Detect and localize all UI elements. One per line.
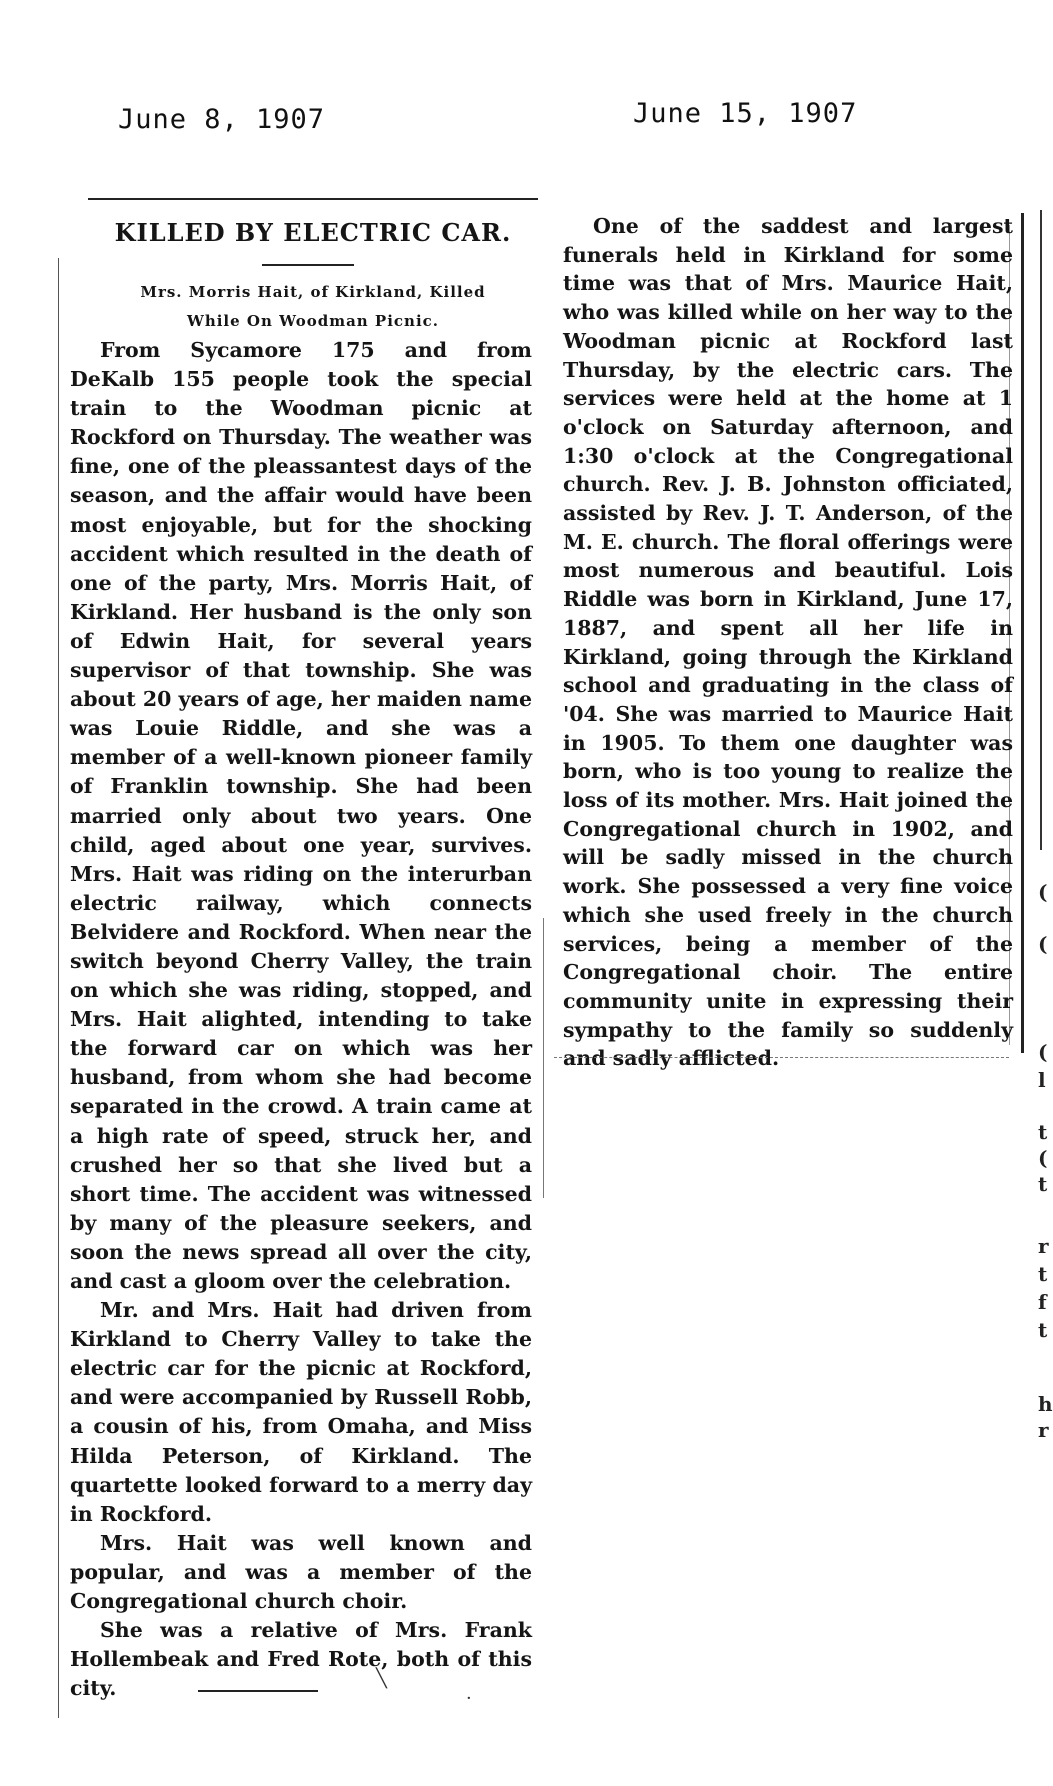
fragment-char: ( xyxy=(1038,880,1048,904)
headline-rule xyxy=(262,264,354,266)
clipping-bottom-rule xyxy=(554,1057,1009,1058)
subheadline-line-1: Mrs. Morris Hait, of Kirkland, Killed xyxy=(140,283,486,301)
fragment-char: l xyxy=(1038,1068,1046,1092)
fragment-char: t xyxy=(1038,1262,1048,1286)
article-body xyxy=(70,336,532,1703)
fragment-char: t xyxy=(1038,1172,1048,1196)
article-paragraph-2: Mr. and Mrs. Hait had driven from Kirkland to Cherry Valley to take the electric car for the picnic at Rockford, and were accompanied by Russell Robb, a cousin of his, from Omaha, and Miss Hilda Peterson, of Kirkland. The quartette looked forward to a merry day in Rockford. xyxy=(70,1298,532,1526)
clipping-top-rule xyxy=(88,198,538,200)
fragment-char: f xyxy=(1038,1290,1047,1314)
neighbouring-column-fragment xyxy=(1036,0,1053,1786)
clipping-right-rule xyxy=(1021,213,1024,1053)
fragment-char: ( xyxy=(1038,932,1048,956)
end-rule xyxy=(198,1690,318,1692)
date-june-15: June 15, 1907 xyxy=(633,98,858,129)
article-paragraph-3: Mrs. Hait was well known and popular, and was a member of the Congregational church choir. xyxy=(70,1530,532,1614)
funeral-body xyxy=(563,212,1013,1073)
fragment-char: ( xyxy=(1038,1040,1048,1064)
subheadline xyxy=(88,278,538,336)
scan-mark: ╲ xyxy=(376,1668,387,1689)
scan-dot: · xyxy=(466,1688,472,1709)
clipping-funeral-notice xyxy=(554,205,1024,1071)
subheadline-line-2: While On Woodman Picnic. xyxy=(186,312,440,330)
clipping-killed-by-electric-car xyxy=(58,198,538,1720)
funeral-paragraph: One of the saddest and largest funerals held in Kirkland for some time was that of Mrs. Maurice Hait, who was killed while on her way to the Woodman picnic at Rockford last Thursday, by the electric cars. The services were held at the home at 1 o'clock on Saturday afternoon, and 1:30 o'clock at the Congregational church. Rev. J. B. Johnston officiated, assisted by Rev. J. T. Anderson, of the M. E. church. The floral offerings were most numerous and beautiful. Lois Riddle was born in Kirkland, June 17, 1887, and spent all her life in Kirkland, going through the Kirkland school and graduating in the class of '04. She was married to Maurice Hait in 1905. To them one daughter was born, who is too young to realize the loss of its mother. Mrs. Hait joined the Congregational church in 1902, and will be sadly missed in the church work. She possessed a very fine voice which she used freely in the church services, being a member of the Congregational choir. The entire community unite in expressing their sympathy to the family so suddenly and sadly afflicted. xyxy=(563,214,1013,1071)
fragment-char: t xyxy=(1038,1120,1048,1144)
fragment-char: t xyxy=(1038,1318,1048,1342)
fragment-char: r xyxy=(1038,1418,1049,1442)
headline: KILLED BY ELECTRIC CAR. xyxy=(114,218,512,247)
article-paragraph-4: She was a relative of Mrs. Frank Hollembeak and Fred Rote, both of this city. xyxy=(70,1618,532,1701)
fragment-char: ( xyxy=(1038,1146,1048,1170)
date-june-8: June 8, 1907 xyxy=(118,104,326,135)
fragment-char: h xyxy=(1038,1392,1053,1416)
clipping-left-rule xyxy=(58,258,59,1718)
clipping-right-rule xyxy=(543,918,544,1198)
fragment-char: r xyxy=(1038,1234,1049,1258)
article-paragraph-1: From Sycamore 175 and from DeKalb 155 people took the special train to the Woodman picnic at Rockford on Thursday. The weather was fine, one of the pleassantest days of the season, and the affair would have been most enjoyable, but for the shocking accident which resulted in the death of one of the party, Mrs. Morris Hait, of Kirkland. Her husband is the only son of Edwin Hait, for several years supervisor of that township. She was about 20 years of age, her maiden name was Louie Riddle, and she was a member of a well-known pioneer family of Franklin township. She had been married only about two years. One child, aged about one year, survives. Mrs. Hait was riding on the interurban electric railway, which connects Belvidere and Rockford. When near the switch beyond Cherry Valley, the train on which she was riding, stopped, and Mrs. Hait alighted, intending to take the forward car on which was her husband, from whom she had become separated in the crowd. A train came at a high rate of speed, struck her, and crushed her so that she lived but a short time. The accident was witnessed by many of the pleasure seekers, and soon the news spread all over the city, and cast a gloom over the celebration. xyxy=(70,338,532,1293)
fragment-rule xyxy=(1040,210,1042,850)
